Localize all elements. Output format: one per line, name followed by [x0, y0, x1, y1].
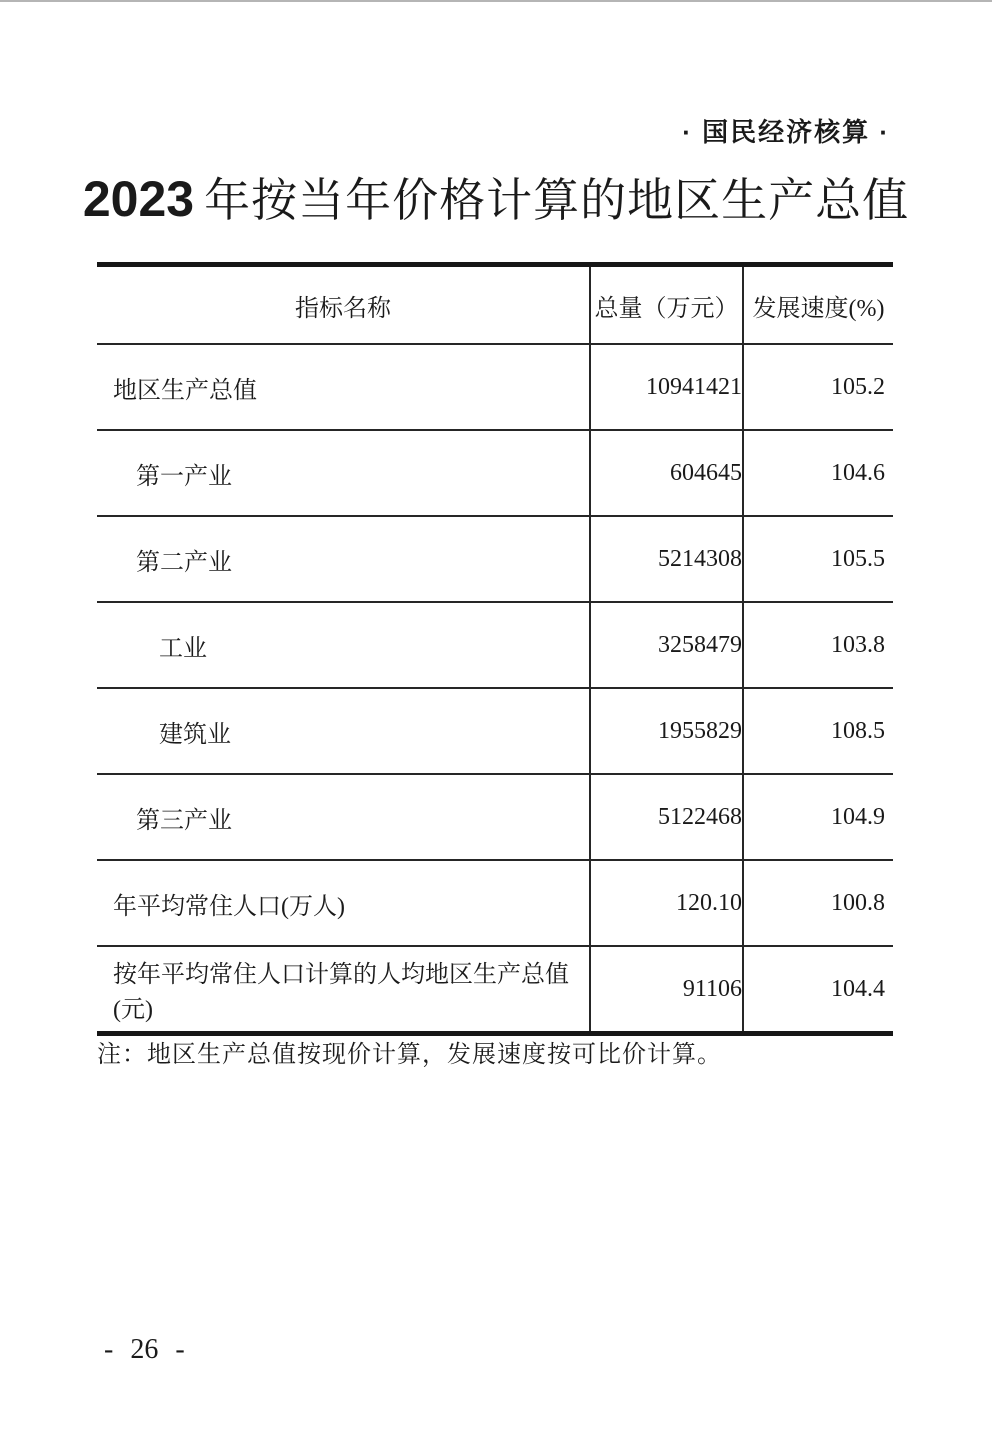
indicator-cell: 工业	[97, 602, 590, 688]
table-row	[97, 344, 893, 430]
table-row	[97, 430, 893, 516]
gdp-table-container	[97, 262, 893, 1036]
column-header-total: 总量（万元）	[590, 265, 743, 345]
indicator-cell: 第二产业	[97, 516, 590, 602]
table-header-row	[97, 265, 893, 345]
speed-cell: 104.6	[743, 430, 893, 516]
page-title	[0, 164, 992, 230]
table-row	[97, 516, 893, 602]
total-cell: 10941421	[590, 344, 743, 430]
indicator-cell: 地区生产总值	[97, 344, 590, 430]
section-label: · 国民经济核算 ·	[682, 117, 890, 147]
total-cell: 604645	[590, 430, 743, 516]
speed-cell: 100.8	[743, 860, 893, 946]
scan-edge-line	[0, 0, 992, 2]
speed-cell: 108.5	[743, 688, 893, 774]
column-header-indicator: 指标名称	[97, 265, 590, 345]
gdp-table	[97, 262, 893, 1036]
table-body	[97, 344, 893, 1034]
table-row	[97, 602, 893, 688]
column-header-speed: 发展速度(%)	[743, 265, 893, 345]
speed-cell: 104.9	[743, 774, 893, 860]
total-cell: 1955829	[590, 688, 743, 774]
speed-cell: 105.5	[743, 516, 893, 602]
total-cell: 91106	[590, 946, 743, 1034]
table-header	[97, 265, 893, 345]
table-note: 注：地区生产总值按现价计算，发展速度按可比价计算。	[97, 1042, 722, 1068]
speed-cell: 104.4	[743, 946, 893, 1034]
table-row	[97, 946, 893, 1034]
total-cell: 3258479	[590, 602, 743, 688]
indicator-cell: 建筑业	[97, 688, 590, 774]
indicator-cell: 按年平均常住人口计算的人均地区生产总值(元)	[113, 962, 569, 1023]
page-title-year: 2023	[82, 171, 195, 227]
total-cell: 5214308	[590, 516, 743, 602]
speed-cell: 103.8	[743, 602, 893, 688]
page-number: - 26 -	[104, 1334, 185, 1365]
indicator-cell: 第一产业	[97, 430, 590, 516]
table-row	[97, 860, 893, 946]
indicator-cell: 第三产业	[97, 774, 590, 860]
total-cell: 5122468	[590, 774, 743, 860]
total-cell: 120.10	[590, 860, 743, 946]
table-row	[97, 688, 893, 774]
indicator-cell: 年平均常住人口(万人)	[97, 860, 590, 946]
speed-cell: 105.2	[743, 344, 893, 430]
table-row	[97, 774, 893, 860]
page-title-text: 年按当年价格计算的地区生产总值	[204, 175, 910, 226]
